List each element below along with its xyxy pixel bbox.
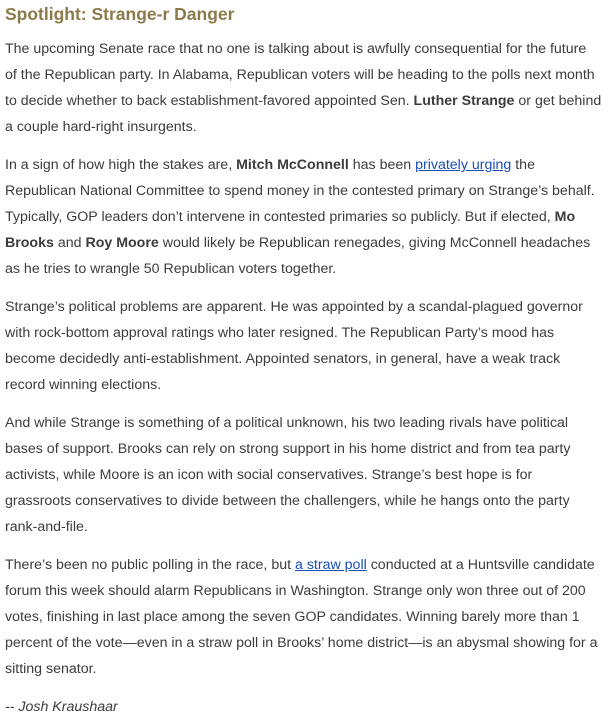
p1-bold-luther-strange: Luther Strange bbox=[413, 92, 515, 109]
author-signature: -- Josh Kraushaar bbox=[5, 699, 118, 716]
p2-text-3: the Republican National Committee to spend money in the contested primary on Strange’s behalf. Typically, GOP leaders don’t intervene in contested primaries so publicly. But if elected, bbox=[5, 157, 595, 225]
p2-text-4: and bbox=[53, 234, 86, 251]
p1-text-1: The upcoming Senate race that no one is talking about is awfully consequential for the future of the Republican party. In Alabama, Republican voters will be heading to the polls next month to decide whether to back establishment-favored appointed Sen. bbox=[5, 41, 595, 109]
p2-bold-mitch-mcconnell: Mitch McConnell bbox=[236, 157, 349, 174]
paragraph-4: And while Strange is something of a political unknown, his two leading rivals have political bases of support. Brooks can rely on strong support in his home district and from tea party activists, while Moore is an icon with social conservatives. Strange’s best hope is for grassroots conservatives to divide between the challengers, while he hangs onto the party rank-and-file. bbox=[5, 415, 571, 535]
p1-text-2: or get behind a couple hard-right insurgents. bbox=[5, 92, 602, 135]
p2-text-2: has been bbox=[348, 157, 416, 174]
p5-text-1: There’s been no public polling in the race, but bbox=[5, 557, 295, 574]
p2-text-5: would likely be Republican renegades, giving McConnell headaches as he tries to wrangle 50 Republican voters together. bbox=[5, 234, 591, 277]
article-heading: Spotlight: Strange-r Danger bbox=[5, 4, 235, 24]
straw-poll-link[interactable]: a straw poll bbox=[295, 557, 367, 574]
paragraph-1 bbox=[5, 37, 602, 141]
paragraph-5 bbox=[5, 553, 602, 683]
p2-bold-mo-brooks: Mo Brooks bbox=[5, 208, 576, 251]
p2-text-1: In a sign of how high the stakes are, bbox=[5, 157, 237, 174]
p2-bold-roy-moore: Roy Moore bbox=[85, 234, 159, 251]
privately-urging-link[interactable]: privately urging bbox=[415, 157, 512, 174]
paragraph-3: Strange’s political problems are apparent. He was appointed by a scandal-plagued governor with rock-bottom approval ratings who later resigned. The Republican Party’s mood has become decidedly anti-establishment. Appointed senators, in general, have a weak track record winning elections. bbox=[5, 299, 583, 393]
p5-text-2: conducted at a Huntsville candidate forum this week should alarm Republicans in Washington. Strange only won three out of 200 votes, finishing in last place among the seven GOP candidates. Winning barely more than 1 percent of the vote—even in a straw poll in Brooks’ home district—is an abysmal showing for a sitting senator. bbox=[5, 557, 598, 677]
paragraph-2 bbox=[5, 153, 602, 283]
